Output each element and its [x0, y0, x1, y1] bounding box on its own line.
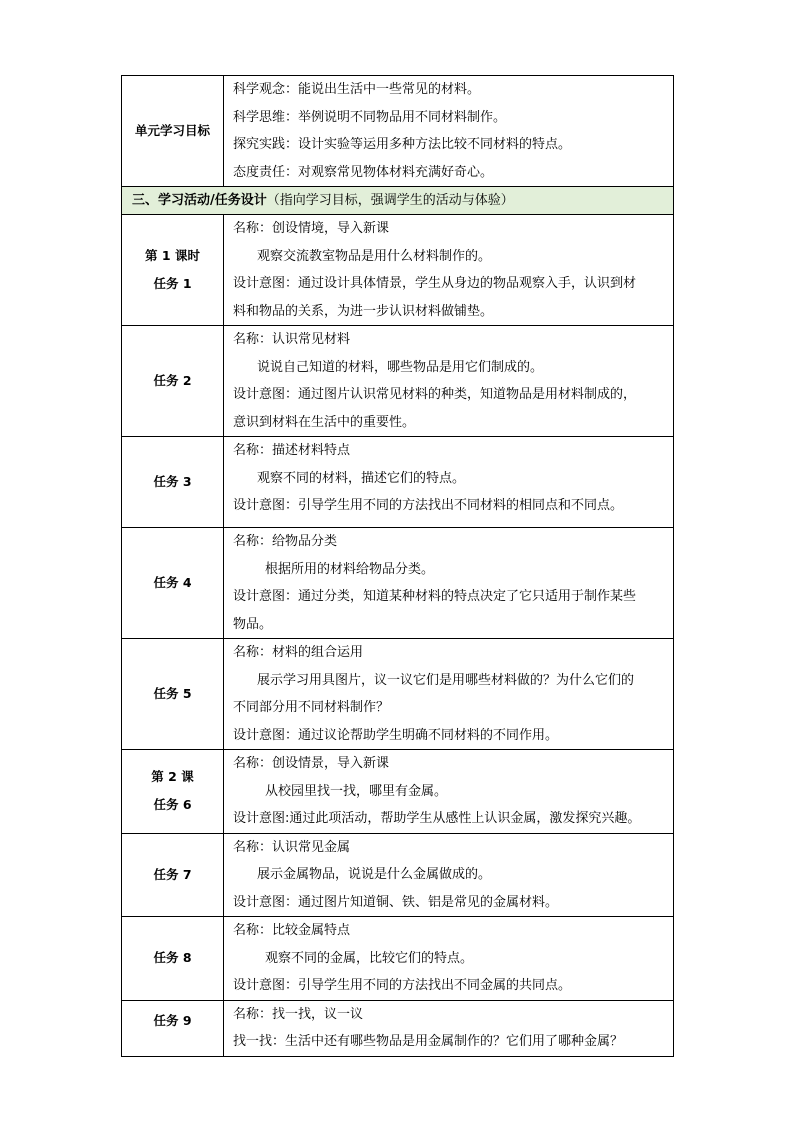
task-row-9 — [122, 1000, 674, 1056]
task-name: 名称：比较金属特点 — [233, 923, 351, 938]
task-name: 名称：创设情境，导入新课 — [233, 221, 390, 236]
task-label — [122, 917, 224, 1001]
task-row-2 — [122, 326, 674, 437]
task-number: 任务 1 — [153, 276, 192, 291]
task-number: 任务 6 — [153, 797, 192, 813]
task-row-3 — [122, 437, 674, 528]
task-content — [224, 215, 674, 326]
task-activity: 展示学习用具图片，议一议它们是用哪些材料做的？为什么它们的 — [257, 672, 635, 688]
task-row-8 — [122, 917, 674, 1001]
section-title: 三、学习活动/任务设计 — [132, 193, 267, 208]
task-name: 名称：创设情景，导入新课 — [233, 756, 390, 771]
lesson-label: 第 1 课时 — [145, 248, 200, 263]
task-intent: 设计意图：通过图片认识常见材料的种类，知道物品是用材料制成的， — [233, 387, 637, 402]
task-number: 任务 9 — [153, 1012, 192, 1028]
task-activity: 找一找：生活中还有哪些物品是用金属制作的？它们用了哪种金属？ — [233, 1034, 624, 1049]
task-intent: 设计意图：通过议论帮助学生明确不同材料的不同作用。 — [233, 727, 559, 743]
section-header-row — [122, 187, 674, 215]
task-content — [224, 437, 674, 528]
task-label — [122, 215, 224, 326]
task-number: 任务 2 — [153, 373, 192, 388]
lesson-plan-table — [121, 75, 674, 1057]
task-name: 名称：认识常见金属 — [233, 839, 351, 855]
section-note: （指向学习目标，强调学生的活动与体验） — [266, 193, 514, 208]
task-row-7 — [122, 833, 674, 917]
task-activity: 观察不同的金属，比较它们的特点。 — [265, 950, 474, 966]
goal-item: 科学观念：能说出生活中一些常见的材料。 — [233, 82, 481, 97]
task-label — [122, 833, 224, 917]
goals-row — [122, 76, 674, 187]
task-activity: 根据所用的材料给物品分类。 — [265, 561, 435, 577]
goal-item: 态度责任：对观察常见物体材料充满好奇心。 — [233, 164, 494, 180]
goal-item: 探究实践：设计实验等运用多种方法比较不同材料的特点。 — [233, 137, 572, 152]
task-content — [224, 833, 674, 917]
task-name: 名称：给物品分类 — [233, 534, 338, 549]
task-activity: 观察不同的材料，描述它们的特点。 — [257, 470, 466, 486]
task-intent: 设计意图：通过分类，知道某种材料的特点决定了它只适用于制作某些 — [233, 589, 637, 604]
task-content — [224, 1000, 674, 1056]
task-label — [122, 639, 224, 750]
task-name: 名称：描述材料特点 — [233, 443, 351, 458]
task-number: 任务 3 — [153, 474, 192, 489]
task-intent: 设计意图：引导学生用不同的方法找出不同材料的相同点和不同点。 — [233, 498, 624, 513]
task-content — [224, 750, 674, 834]
task-activity-cont: 不同部分用不同材料制作？ — [233, 700, 390, 715]
goal-item: 科学思维：举例说明不同物品用不同材料制作。 — [233, 109, 507, 125]
goals-label: 单元学习目标 — [122, 76, 224, 187]
task-activity: 说说自己知道的材料，哪些物品是用它们制成的。 — [257, 359, 544, 375]
task-activity: 展示金属物品，说说是什么金属做成的。 — [257, 867, 492, 882]
task-intent: 设计意图:通过此项活动，帮助学生从感性上认识金属，激发探究兴趣。 — [233, 811, 641, 826]
task-label — [122, 437, 224, 528]
task-row-5 — [122, 639, 674, 750]
section-header — [122, 187, 674, 215]
task-label — [122, 1000, 224, 1056]
task-number: 任务 5 — [153, 686, 192, 701]
goals-content — [224, 76, 674, 187]
task-intent: 料和物品的关系，为进一步认识材料做铺垫。 — [233, 303, 494, 319]
task-content — [224, 326, 674, 437]
task-content — [224, 917, 674, 1001]
task-label — [122, 326, 224, 437]
task-content — [224, 639, 674, 750]
task-number: 任务 8 — [153, 950, 192, 966]
task-label — [122, 528, 224, 639]
task-name: 名称：材料的组合运用 — [233, 645, 364, 660]
task-name: 名称：找一找，议一议 — [233, 1006, 364, 1022]
task-label — [122, 750, 224, 834]
task-row-4 — [122, 528, 674, 639]
task-name: 名称：认识常见材料 — [233, 332, 351, 347]
lesson-label: 第 2 课 — [151, 769, 194, 785]
task-content — [224, 528, 674, 639]
task-number: 任务 4 — [153, 575, 192, 590]
task-row-1 — [122, 215, 674, 326]
task-intent: 设计意图：通过图片知道铜、铁、铝是常见的金属材料。 — [233, 894, 559, 910]
task-activity: 观察交流教室物品是用什么材料制作的。 — [257, 248, 492, 264]
task-activity: 从校园里找一找，哪里有金属。 — [265, 783, 448, 799]
task-intent: 设计意图：引导学生用不同的方法找出不同金属的共同点。 — [233, 978, 572, 993]
task-intent: 意识到材料在生活中的重要性。 — [233, 414, 416, 430]
task-intent: 物品。 — [233, 616, 273, 632]
task-number: 任务 7 — [153, 866, 192, 882]
task-intent: 设计意图：通过设计具体情景，学生从身边的物品观察入手，认识到材 — [233, 276, 637, 291]
task-row-6 — [122, 750, 674, 834]
lesson-plan-page — [121, 75, 674, 1057]
